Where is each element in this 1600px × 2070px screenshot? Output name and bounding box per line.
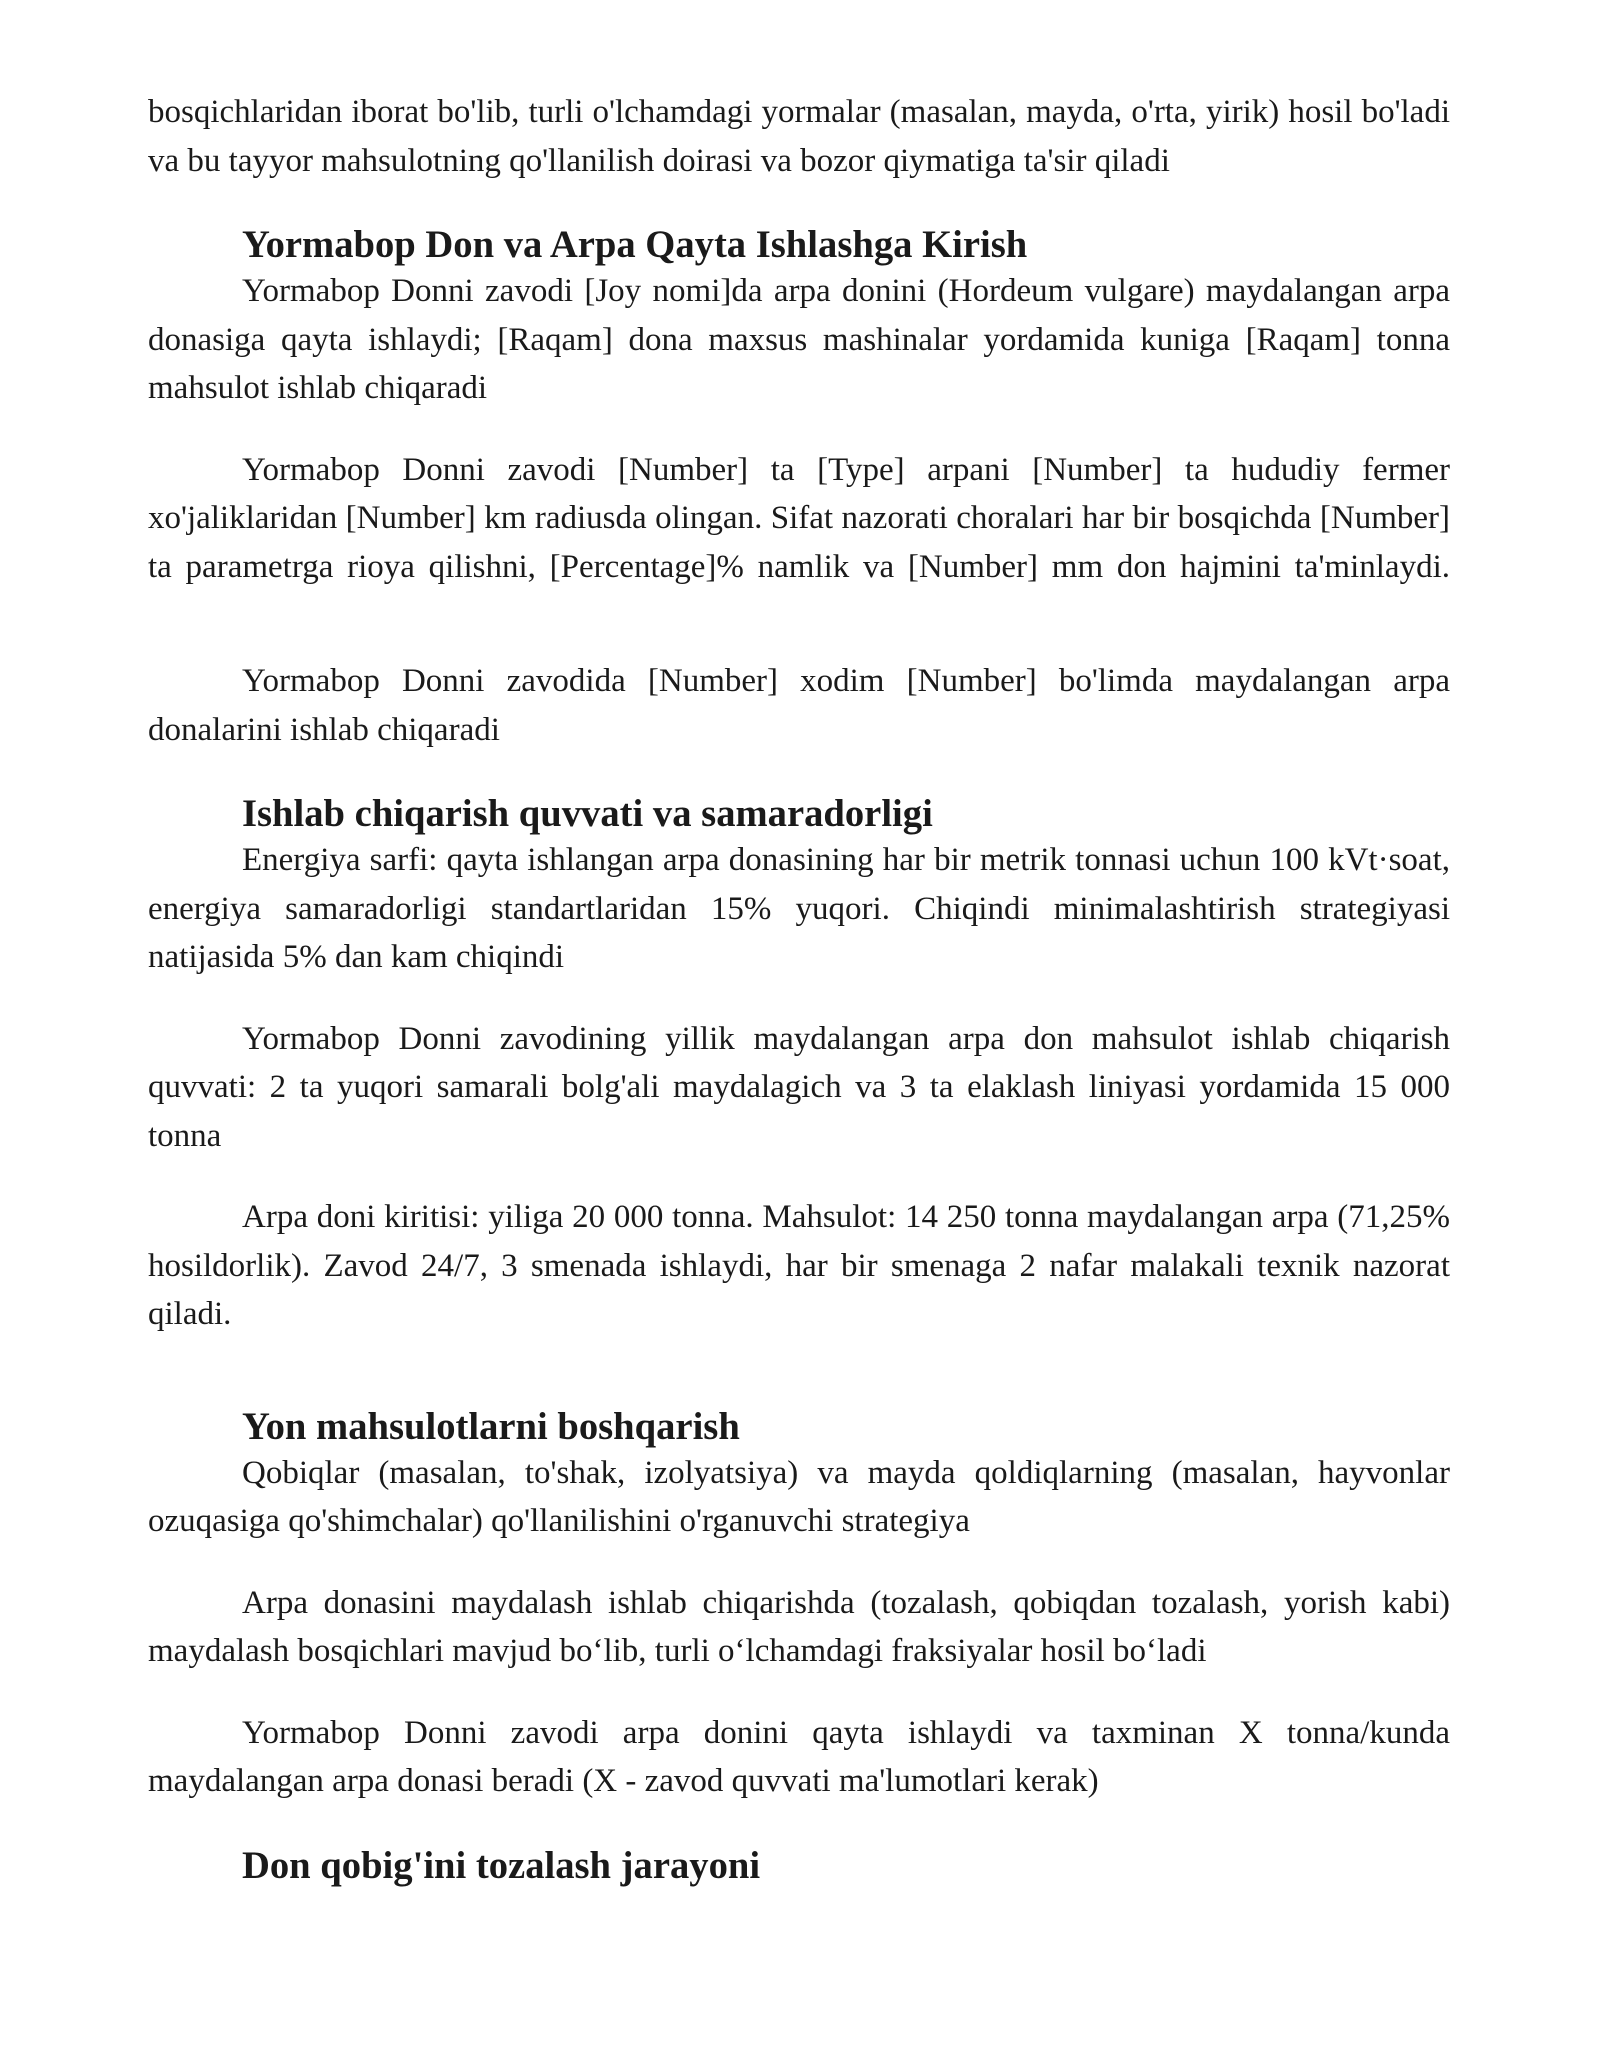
- paragraph-daily-output: Yormabop Donni zavodi arpa donini qayta ishlaydi va taxminan X tonna/kunda maydalangan arpa donasi beradi (X - zavod quvvati ma'lumotlari kerak): [148, 1714, 1450, 1799]
- paragraph-staff: Yormabop Donni zavodida [Number] xodim [Number] bo'limda maydalangan arpa donalarini ishlab chiqaradi: [148, 663, 1450, 748]
- paragraph-sourcing-quality: Yormabop Donni zavodi [Number] ta [Type] arpani [Number] ta hududiy fermer xo'jaliklaridan [Number] km radiusda olingan. Sifat nazorati choralari har bir bosqichda [Number] ta parametrga rioya qilishni, [Percentage]% namlik va [Number] mm don hajmini ta'minlaydi.: [148, 451, 1450, 585]
- paragraph-intro-continuation: bosqichlaridan iborat bo'lib, turli o'lchamdagi yormalar (masalan, mayda, o'rta, yirik) hosil bo'ladi va bu tayyor mahsulotning qo'llanilish doirasi va bozor qiymatiga ta'sir qiladi: [148, 94, 1450, 179]
- paragraph-milling-stages: Arpa donasini maydalash ishlab chiqarishda (tozalash, qobiqdan tozalash, yorish kabi) maydalash bosqichlari mavjud bo‘lib, turli o‘lchamdagi fraksiyalar hosil bo‘ladi: [148, 1584, 1450, 1669]
- heading-byproducts: Yon mahsulotlarni boshqarish: [242, 1405, 740, 1448]
- heading-introduction: Yormabop Don va Arpa Qayta Ishlashga Kirish: [242, 224, 1028, 266]
- paragraph-annual-capacity: Yormabop Donni zavodining yillik maydalangan arpa don mahsulot ishlab chiqarish quvvati: 2 ta yuqori samarali bolg'ali maydalagich va 3 ta elaklash liniyasi yordamida 15 000 tonna: [148, 1020, 1450, 1154]
- paragraph-energy-waste: Energiya sarfi: qayta ishlangan arpa donasining har bir metrik tonnasi uchun 100 kVt·soat, energiya samaradorligi standartlaridan 15% yuqori. Chiqindi minimalashtirish strategiyasi natijasida 5% dan kam chiqindi: [148, 842, 1450, 975]
- document-page: [148, 88, 1450, 1888]
- heading-dehulling-process: Don qobig'ini tozalash jarayoni: [242, 1844, 761, 1887]
- paragraph-input-output: Arpa doni kiritisi: yiliga 20 000 tonna. Mahsulot: 14 250 tonna maydalangan arpa (71,25% hosildorlik). Zavod 24/7, 3 smenada ishlaydi, har bir smenaga 2 nafar malakali texnik nazorat qiladi.: [148, 1199, 1450, 1332]
- heading-capacity-efficiency: Ishlab chiqarish quvvati va samaradorligi: [242, 793, 933, 835]
- paragraph-plant-overview: Yormabop Donni zavodi [Joy nomi]da arpa donini (Hordeum vulgare) maydalangan arpa donasiga qayta ishlaydi; [Raqam] dona maxsus mashinalar yordamida kuniga [Raqam] tonna mahsulot ishlab chiqaradi: [148, 273, 1450, 406]
- paragraph-byproduct-strategy: Qobiqlar (masalan, to'shak, izolyatsiya) va mayda qoldiqlarning (masalan, hayvonlar ozuqasiga qo'shimchalar) qo'llanilishini o'rganuvchi strategiya: [148, 1454, 1450, 1539]
